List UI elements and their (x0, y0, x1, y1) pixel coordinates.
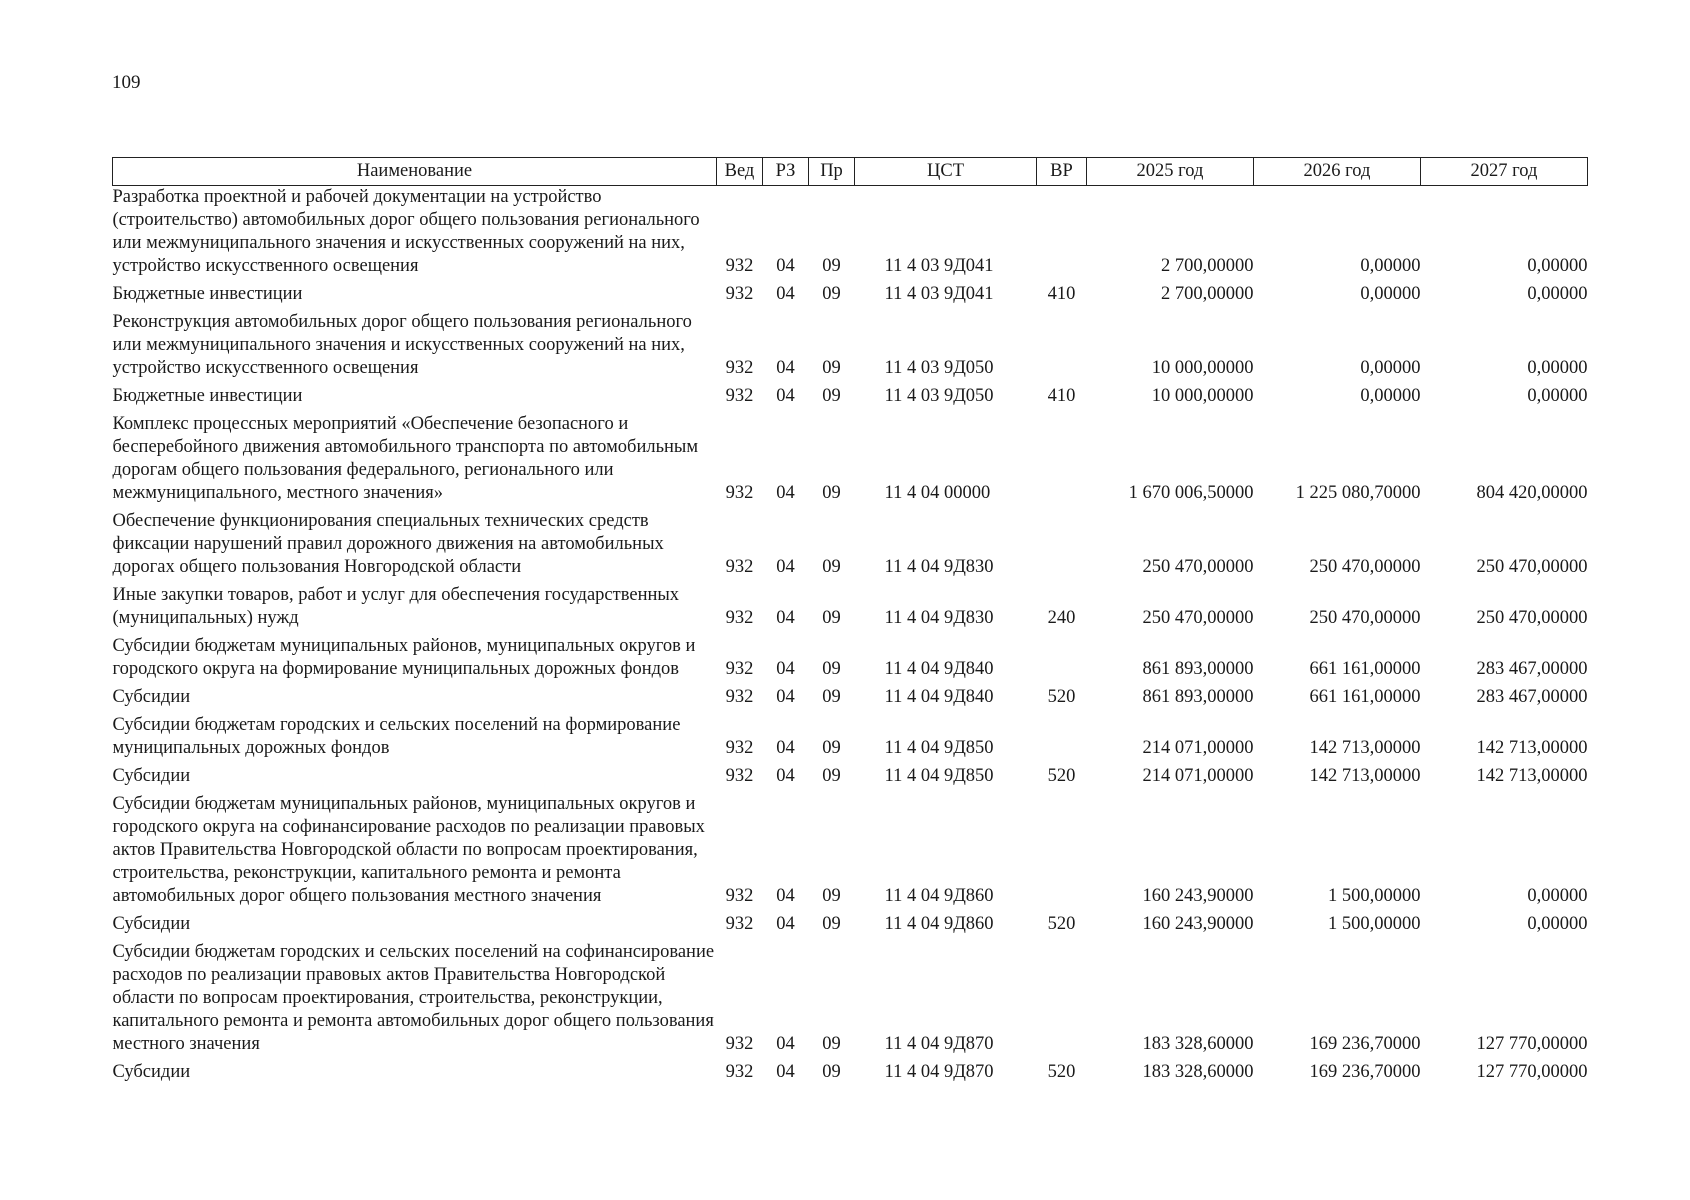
cell-cst: 11 4 04 9Д830 (884, 608, 994, 628)
header-2025: 2025 год (1087, 158, 1254, 186)
cell-2027: 283 467,00000 (1476, 659, 1588, 679)
cell-name: Иные закупки товаров, работ и услуг для обеспечения государственных (муниципальных) нужд (112, 585, 680, 628)
cell-name: Субсидии (112, 687, 191, 707)
cell-cst: 11 4 04 9Д850 (884, 738, 994, 758)
cell-2025: 2 700,00000 (1161, 284, 1254, 304)
cell-2026: 250 470,00000 (1309, 608, 1421, 628)
cell-2027: 142 713,00000 (1476, 766, 1588, 786)
cell-ved: 932 (725, 557, 754, 577)
cell-cst: 11 4 03 9Д041 (884, 256, 994, 276)
cell-2026: 142 713,00000 (1309, 766, 1421, 786)
cell-pr: 09 (822, 766, 841, 786)
cell-name: Субсидии бюджетам муниципальных районов, муниципальных округов и городского округа на формирование муниципальных дорожных фондов (112, 636, 696, 679)
header-ved: Вед (717, 158, 763, 186)
cell-pr: 09 (822, 358, 841, 378)
cell-pr: 09 (822, 886, 841, 906)
cell-ved: 932 (725, 284, 754, 304)
table-row (113, 793, 1588, 913)
cell-rz: 04 (776, 766, 795, 786)
cell-rz: 04 (776, 687, 795, 707)
table-row (113, 283, 1588, 311)
table-row (113, 765, 1588, 793)
header-rz: РЗ (763, 158, 809, 186)
cell-cst: 11 4 04 00000 (884, 483, 991, 503)
cell-name: Разработка проектной и рабочей документации на устройство (строительство) автомобильных дорог общего пользования регионального или межмуниципального значения и искусственных сооружений на них, устройство искусственного освещения (112, 187, 700, 276)
cell-name: Субсидии бюджетам муниципальных районов, муниципальных округов и городского округа на софинансирование расходов по реализации правовых актов Правительства Новгородской области по вопросам проектирования, строительства, реконструкции, капитального ремонта и ремонта автомобильных дорог общего пользования местного значения (112, 794, 705, 906)
cell-ved: 932 (725, 687, 754, 707)
cell-cst: 11 4 04 9Д840 (884, 687, 994, 707)
cell-rz: 04 (776, 256, 795, 276)
cell-ved: 932 (725, 914, 754, 934)
cell-rz: 04 (776, 284, 795, 304)
table-row (113, 186, 1588, 284)
cell-vr (1037, 941, 1087, 1061)
cell-2026: 0,00000 (1360, 284, 1421, 304)
cell-cst: 11 4 03 9Д041 (884, 284, 994, 304)
cell-vr: 240 (1047, 608, 1076, 628)
cell-cst: 11 4 04 9Д840 (884, 659, 994, 679)
cell-name: Реконструкция автомобильных дорог общего пользования регионального или межмуниципального значения и искусственных сооружений на них, устройство искусственного освещения (112, 312, 692, 378)
cell-2025: 183 328,60000 (1142, 1034, 1254, 1054)
table-row (113, 311, 1588, 385)
header-vr: ВР (1037, 158, 1087, 186)
cell-ved: 932 (725, 886, 754, 906)
cell-2025: 214 071,00000 (1142, 738, 1254, 758)
cell-pr: 09 (822, 738, 841, 758)
budget-table (112, 157, 1588, 1089)
cell-vr (1037, 413, 1087, 510)
cell-vr (1037, 510, 1087, 584)
page-number: 109 (112, 72, 141, 93)
cell-ved: 932 (725, 358, 754, 378)
cell-name: Субсидии (112, 914, 191, 934)
cell-2027: 250 470,00000 (1476, 608, 1588, 628)
cell-vr: 410 (1047, 386, 1076, 406)
cell-name: Субсидии бюджетам городских и сельских поселений на формирование муниципальных дорожных фондов (112, 715, 681, 758)
cell-2027: 0,00000 (1527, 386, 1588, 406)
table-header (113, 158, 1588, 186)
cell-2025: 183 328,60000 (1142, 1062, 1254, 1082)
cell-2025: 160 243,90000 (1142, 886, 1254, 906)
cell-rz: 04 (776, 738, 795, 758)
cell-cst: 11 4 04 9Д870 (884, 1062, 994, 1082)
cell-pr: 09 (822, 284, 841, 304)
table-row (113, 1061, 1588, 1089)
cell-2025: 10 000,00000 (1151, 358, 1254, 378)
header-2026: 2026 год (1254, 158, 1421, 186)
cell-2025: 10 000,00000 (1151, 386, 1254, 406)
cell-ved: 932 (725, 483, 754, 503)
cell-2025: 1 670 006,50000 (1128, 483, 1254, 503)
cell-2026: 169 236,70000 (1309, 1034, 1421, 1054)
cell-2025: 214 071,00000 (1142, 766, 1254, 786)
cell-2026: 250 470,00000 (1309, 557, 1421, 577)
cell-2027: 283 467,00000 (1476, 687, 1588, 707)
cell-name: Субсидии (112, 1062, 191, 1082)
table-row (113, 385, 1588, 413)
table-row (113, 584, 1588, 635)
cell-rz: 04 (776, 358, 795, 378)
cell-2027: 0,00000 (1527, 886, 1588, 906)
cell-ved: 932 (725, 766, 754, 786)
cell-cst: 11 4 04 9Д830 (884, 557, 994, 577)
cell-ved: 932 (725, 608, 754, 628)
cell-2026: 0,00000 (1360, 386, 1421, 406)
cell-cst: 11 4 04 9Д870 (884, 1034, 994, 1054)
cell-pr: 09 (822, 256, 841, 276)
cell-rz: 04 (776, 608, 795, 628)
cell-2025: 2 700,00000 (1161, 256, 1254, 276)
cell-rz: 04 (776, 1034, 795, 1054)
cell-vr (1037, 635, 1087, 686)
cell-vr (1037, 311, 1087, 385)
cell-2027: 0,00000 (1527, 358, 1588, 378)
cell-name: Бюджетные инвестиции (112, 386, 303, 406)
cell-vr: 520 (1047, 766, 1076, 786)
cell-2025: 250 470,00000 (1142, 608, 1254, 628)
cell-rz: 04 (776, 1062, 795, 1082)
cell-rz: 04 (776, 557, 795, 577)
cell-vr (1037, 714, 1087, 765)
cell-2026: 0,00000 (1360, 358, 1421, 378)
table-row (113, 941, 1588, 1061)
header-pr: Пр (809, 158, 855, 186)
cell-pr: 09 (822, 483, 841, 503)
cell-rz: 04 (776, 914, 795, 934)
cell-2026: 142 713,00000 (1309, 738, 1421, 758)
cell-2026: 661 161,00000 (1309, 687, 1421, 707)
cell-2025: 250 470,00000 (1142, 557, 1254, 577)
cell-pr: 09 (822, 557, 841, 577)
cell-name: Субсидии бюджетам городских и сельских поселений на софинансирование расходов по реализации правовых актов Правительства Новгородской области по вопросам проектирования, строительства, реконструкции, капитального ремонта и ремонта автомобильных дорог общего пользования местного значения (112, 942, 715, 1054)
cell-pr: 09 (822, 1062, 841, 1082)
cell-2025: 861 893,00000 (1142, 687, 1254, 707)
cell-ved: 932 (725, 1062, 754, 1082)
cell-name: Обеспечение функционирования специальных технических средств фиксации нарушений правил дорожного движения на автомобильных дорогах общего пользования Новгородской области (112, 511, 664, 577)
cell-ved: 932 (725, 1034, 754, 1054)
cell-pr: 09 (822, 659, 841, 679)
cell-2026: 1 225 080,70000 (1295, 483, 1421, 503)
cell-2027: 142 713,00000 (1476, 738, 1588, 758)
header-name: Наименование (113, 158, 717, 186)
cell-2027: 0,00000 (1527, 284, 1588, 304)
cell-pr: 09 (822, 914, 841, 934)
cell-2027: 0,00000 (1527, 256, 1588, 276)
cell-ved: 932 (725, 256, 754, 276)
table-row (113, 714, 1588, 765)
cell-rz: 04 (776, 386, 795, 406)
table-row (113, 510, 1588, 584)
cell-vr: 520 (1047, 1062, 1076, 1082)
table-row (113, 635, 1588, 686)
cell-vr: 520 (1047, 914, 1076, 934)
cell-cst: 11 4 04 9Д850 (884, 766, 994, 786)
cell-cst: 11 4 03 9Д050 (884, 386, 994, 406)
cell-cst: 11 4 04 9Д860 (884, 914, 994, 934)
cell-vr: 410 (1047, 284, 1076, 304)
cell-2027: 0,00000 (1527, 914, 1588, 934)
cell-ved: 932 (725, 386, 754, 406)
cell-pr: 09 (822, 687, 841, 707)
cell-2027: 127 770,00000 (1476, 1034, 1588, 1054)
header-2027: 2027 год (1421, 158, 1588, 186)
cell-name: Бюджетные инвестиции (112, 284, 303, 304)
cell-2027: 127 770,00000 (1476, 1062, 1588, 1082)
cell-vr (1037, 793, 1087, 913)
cell-2027: 804 420,00000 (1476, 483, 1588, 503)
table-body (113, 186, 1588, 1090)
cell-vr: 520 (1047, 687, 1076, 707)
cell-vr (1037, 186, 1087, 284)
cell-2026: 1 500,00000 (1328, 886, 1421, 906)
cell-2025: 160 243,90000 (1142, 914, 1254, 934)
cell-2026: 169 236,70000 (1309, 1062, 1421, 1082)
table-row (113, 686, 1588, 714)
cell-name: Субсидии (112, 766, 191, 786)
header-cst: ЦСТ (855, 158, 1037, 186)
cell-rz: 04 (776, 886, 795, 906)
cell-ved: 932 (725, 738, 754, 758)
cell-rz: 04 (776, 483, 795, 503)
cell-cst: 11 4 04 9Д860 (884, 886, 994, 906)
cell-rz: 04 (776, 659, 795, 679)
cell-2025: 861 893,00000 (1142, 659, 1254, 679)
cell-name: Комплекс процессных мероприятий «Обеспечение безопасного и бесперебойного движения автомобильного транспорта по автомобильным дорогам общего пользования федерального, регионального или межмуниципального, местного значения» (112, 414, 699, 503)
cell-2027: 250 470,00000 (1476, 557, 1588, 577)
cell-2026: 0,00000 (1360, 256, 1421, 276)
table-row (113, 413, 1588, 510)
cell-ved: 932 (725, 659, 754, 679)
cell-pr: 09 (822, 608, 841, 628)
cell-cst: 11 4 03 9Д050 (884, 358, 994, 378)
cell-pr: 09 (822, 386, 841, 406)
table-row (113, 913, 1588, 941)
cell-2026: 1 500,00000 (1328, 914, 1421, 934)
cell-pr: 09 (822, 1034, 841, 1054)
cell-2026: 661 161,00000 (1309, 659, 1421, 679)
